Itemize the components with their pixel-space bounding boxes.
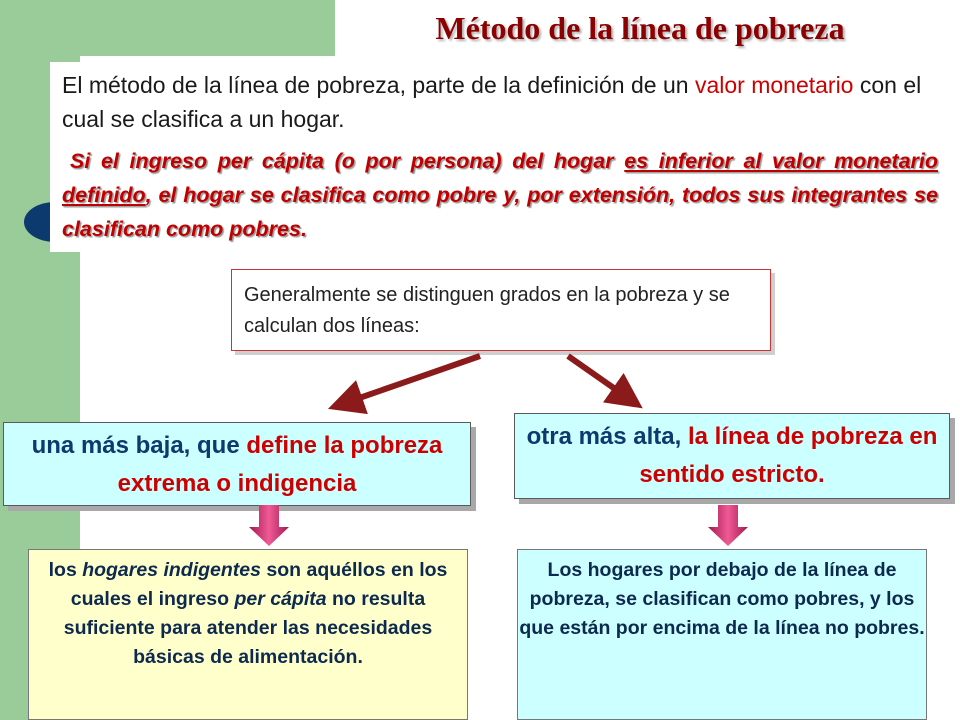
indigent-def-5: no resulta suficiente para atender las necesidades básicas de alimentación.	[63, 588, 433, 668]
lower-line-lead: una más baja, que	[31, 432, 247, 459]
upper-line-box	[514, 413, 950, 499]
indigent-def-4: per cápita	[234, 588, 327, 610]
down-arrow-icon	[248, 505, 290, 547]
emphasis-underlined: es inferior al valor monetario definido	[62, 149, 938, 207]
indigent-def-3: son aquéllos en los cuales el ingreso	[70, 559, 448, 610]
emphasis-text-1: Si el ingreso per cápita (o por persona) del hogar	[70, 149, 625, 173]
lower-line-box	[3, 422, 471, 506]
arrow-to-upper-line	[568, 356, 628, 398]
slide-title: Método de la línea de pobreza	[435, 10, 845, 46]
emphasis-text-2: , el hogar se clasifica como pobre y, por extensión, todos sus integrantes se clasifican como pobres.	[62, 183, 938, 241]
intro-text-1: El método de la línea de pobreza, parte de la definición de un	[62, 72, 695, 98]
indigent-def-1: los	[48, 559, 83, 581]
indigent-def-2: hogares indigentes	[82, 559, 261, 581]
grades-box: Generalmente se distinguen grados en la pobreza y se calculan dos líneas:	[231, 269, 771, 351]
upper-line-lead: otra más alta,	[526, 423, 688, 450]
indigent-definition-box	[28, 549, 468, 720]
intro-highlight: valor monetario	[694, 72, 854, 98]
upper-line-highlight: la línea de pobreza en sentido estricto.	[639, 423, 938, 488]
down-arrow-icon	[707, 505, 749, 547]
arrow-to-lower-line	[345, 356, 480, 403]
poor-definition-box: Los hogares por debajo de la línea de pobreza, se clasifican como pobres, y los que están por encima de la línea no pobres.	[517, 549, 927, 720]
intro-text-2: con el cual se clasifica a un hogar.	[62, 72, 922, 132]
lower-line-highlight: define la pobreza extrema o indigencia	[117, 432, 443, 497]
